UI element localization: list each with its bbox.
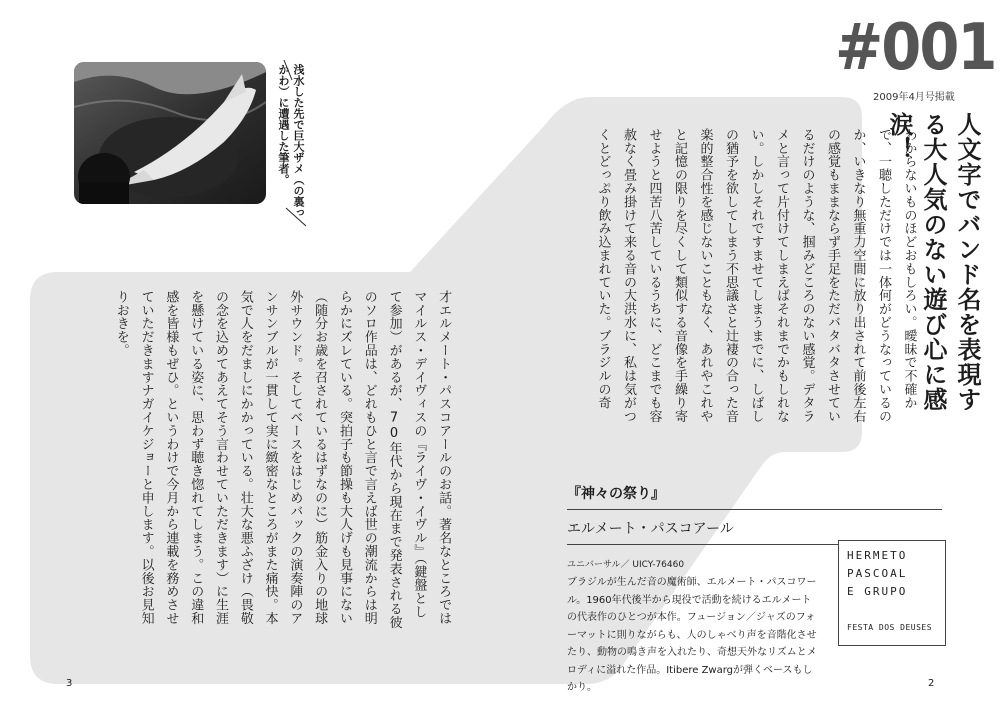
cover-line-2: PASCOAL bbox=[847, 567, 908, 580]
body-text-top: わからないものほどおもしろい。曖昧で不確かで、一聴しただけでは一体何がどうなっているのか、いきなり無重力空間に放り出されて前後左右の感覚もままならず手足をただバタバタさせているだけのような、掴みどころのない感覚。デタラメと言って片付けてしまえばそれまでかもしれない。しかしそれですませてしまうまでに、しばしの猶予を欲してしまう不思議さと辻褄の合った音楽的整合性を感じないこともなく、あれやこれやと記憶の限りを尽くして類似する音像を手繰り寄せようと四苦八苦しているうちに、どこまでも容赦なく畳み掛けて来る音の大洪水に、私は気がつくとどっぷり飲み込まれていた。ブラジルの奇 bbox=[595, 128, 917, 423]
issue-date: 2009年4月号掲載 bbox=[873, 92, 955, 103]
photo-caption: 浅水した先で巨大ザメ（の裏っかわ）に遭遇した筆者。 bbox=[277, 64, 305, 218]
album-label: ユニバーサル／ UICY-76460 bbox=[567, 560, 685, 570]
album-title: 『神々の祭り』 bbox=[567, 483, 942, 510]
cover-line-4: FESTA DOS DEUSES bbox=[847, 623, 933, 632]
cover-line-1: HERMETO bbox=[847, 549, 908, 562]
cover-line-3: E GRUPO bbox=[847, 585, 908, 598]
page-number-left: 3 bbox=[66, 678, 73, 689]
body-text-bottom: 才エルメート・パスコアールのお話。著名なところではマイルス・デイヴィスの『ライヴ・イヴル』（鍵盤として参加）があるが、70年代から現在まで発表される彼のソロ作品は、どれもひと言で言えば世の潮流からは明らかにズレている。突拍子も節操も大人げも見事にない（随分お歳を召されているはずなのに）筋金入りの地球外サウンド。そしてベースをはじめバックの演奏陣のアンサンブルが一貫して実に緻密なところがまた痛快。本気で人をだましにかかっている。壮大な悪ふざけ（畏敬の念を込めてあえてそう言わせていただきます）に生涯を懸けている姿に、思わず聴き惚れてしまう。この違和感を皆様もぜひ。というわけで今月から連載を務めさせていただきますナガイケジョーと申します。以後お見知りおきを。 bbox=[113, 290, 452, 629]
shark-photo bbox=[74, 62, 266, 204]
page-number-right: 2 bbox=[928, 678, 935, 689]
album-artist: エルメート・パスコアール bbox=[567, 510, 942, 545]
series-number: #001 bbox=[835, 11, 996, 85]
headline: 人文字でバンド名を表現する大人気のない遊び心に感涙！ bbox=[885, 112, 981, 412]
album-cover bbox=[838, 540, 946, 646]
album-description: ブラジルが生んだ音の魔術師、エルメート・パスコワール。1960年代後半から現役で活動を続けるエルメートの代表作のひとつが本作。フュージョン／ジャズのフォーマットに則りながらも、人のしゃべり声を音階化させたり、動物の鳴き声を入れたり、奇想天外なリズムとメロディに溢れた作品。Itibere Zwargが弾くベースもしかり。 bbox=[567, 577, 817, 693]
